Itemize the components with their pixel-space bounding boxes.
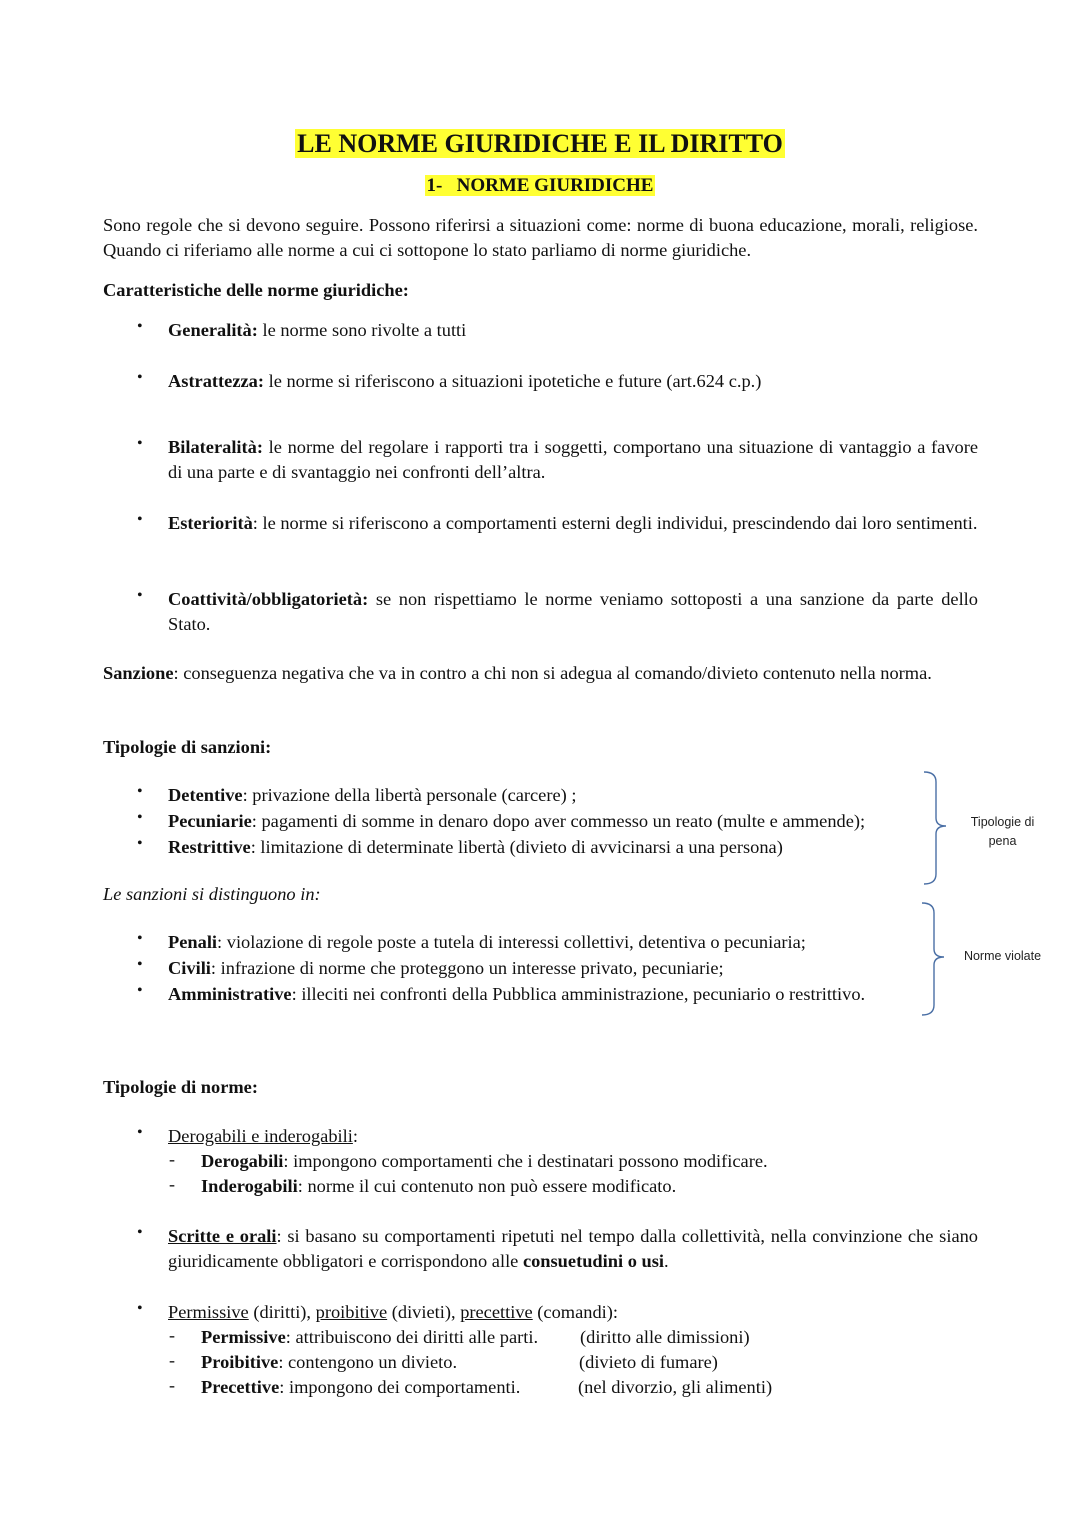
list-item-permissive-proibitive-precettive: Permissive (diritti), proibitive (divieti), precettive (comandi):: [168, 1302, 618, 1322]
bullet-icon: •: [137, 318, 143, 335]
list-item-penali: Penali: violazione di regole poste a tutela di interessi collettivi, detentiva o pecuniaria;: [168, 932, 806, 952]
bullet-icon: •: [137, 835, 143, 852]
list-item-derogabili-inderogabili: Derogabili e inderogabili:: [168, 1126, 358, 1146]
brace-note-norme-violate: Norme violate: [963, 949, 1042, 963]
list-item-restrittive: Restrittive: limitazione di determinate libertà (divieto di avvicinarsi a una persona): [168, 837, 783, 857]
bullet-icon: •: [137, 369, 143, 386]
subitem-derogabili: Derogabili: impongono comportamenti che i destinatari possono modificare.: [201, 1151, 768, 1171]
dash-icon: -: [169, 1174, 175, 1194]
list-item-bilateralita: Bilateralità: le norme del regolare i rapporti tra i soggetti, comportano una situazione di vantaggio a favore di una parte e di svantaggio nei confronti dell’altra.: [168, 437, 978, 482]
bullet-icon: •: [137, 1224, 143, 1241]
caratteristiche-heading: Caratteristiche delle norme giuridiche:: [103, 280, 409, 300]
list-item-esteriorita: Esteriorità: le norme si riferiscono a comportamenti esterni degli individui, prescindendo dai loro sentimenti.: [168, 513, 978, 533]
subitem-precettive: Precettive: impongono dei comportamenti.: [201, 1377, 521, 1397]
bullet-icon: •: [137, 1124, 143, 1141]
tipologie-sanzioni-heading: Tipologie di sanzioni:: [103, 737, 272, 757]
bullet-icon: •: [137, 435, 143, 452]
list-item-astrattezza: Astrattezza: le norme si riferiscono a situazioni ipotetiche e future (art.624 c.p.): [168, 371, 762, 391]
list-item-pecuniarie: Pecuniarie: pagamenti di somme in denaro dopo aver commesso un reato (multe e ammende);: [168, 811, 866, 831]
example-proibitive: (divieto di fumare): [579, 1352, 718, 1372]
bullet-icon: •: [137, 930, 143, 947]
distinzione-heading: Le sanzioni si distinguono in:: [103, 884, 321, 904]
subitem-inderogabili: Inderogabili: norme il cui contenuto non può essere modificato.: [201, 1176, 677, 1196]
intro-paragraph: Sono regole che si devono seguire. Possono riferirsi a situazioni come: norme di buona educazione, morali, religiose. Quando ci riferiamo alle norme a cui ci sottopone lo stato parliamo di norme giuridiche.: [103, 215, 978, 260]
right-brace-icon: [920, 770, 950, 886]
list-item-scritte-orali: Scritte e orali: si basano su comportamenti ripetuti nel tempo dalla collettività, nella convinzione che siano giuridicamente obbligatori e corrispondono alle consuetudini o usi.: [168, 1226, 978, 1271]
tipologie-norme-heading: Tipologie di norme:: [103, 1077, 258, 1097]
bullet-icon: •: [137, 587, 143, 604]
subitem-proibitive: Proibitive: contengono un divieto.: [201, 1352, 458, 1372]
section-title: 1- NORME GIURIDICHE: [426, 175, 654, 196]
dash-icon: -: [169, 1149, 175, 1169]
list-item-generalita: Generalità: le norme sono rivolte a tutti: [168, 320, 467, 340]
dash-icon: -: [169, 1350, 175, 1370]
example-precettive: (nel divorzio, gli alimenti): [578, 1377, 773, 1397]
bullet-icon: •: [137, 982, 143, 999]
dash-icon: -: [169, 1325, 175, 1345]
bullet-icon: •: [137, 809, 143, 826]
example-permissive: (diritto alle dimissioni): [580, 1327, 750, 1347]
bullet-icon: •: [137, 956, 143, 973]
list-item-coattivita: Coattività/obbligatorietà: se non rispettiamo le norme veniamo sottoposti a una sanzione da parte dello Stato.: [168, 589, 978, 634]
list-item-detentive: Detentive: privazione della libertà personale (carcere) ;: [168, 785, 577, 805]
list-item-civili: Civili: infrazione di norme che proteggono un interesse privato, pecuniarie;: [168, 958, 724, 978]
right-brace-icon: [918, 901, 948, 1017]
bullet-icon: •: [137, 783, 143, 800]
bullet-icon: •: [137, 511, 143, 528]
brace-note-tipologie-pena: Tipologie di pena: [970, 815, 1035, 848]
bullet-icon: •: [137, 1300, 143, 1317]
subitem-permissive: Permissive: attribuiscono dei diritti alle parti.: [201, 1327, 539, 1347]
sanzione-paragraph: Sanzione: conseguenza negativa che va in contro a chi non si adegua al comando/divieto contenuto nella norma.: [103, 663, 932, 683]
dash-icon: -: [169, 1375, 175, 1395]
list-item-amministrative: Amministrative: illeciti nei confronti della Pubblica amministrazione, pecuniario o restrittivo.: [168, 984, 866, 1004]
page-title: LE NORME GIURIDICHE E IL DIRITTO: [297, 129, 783, 158]
